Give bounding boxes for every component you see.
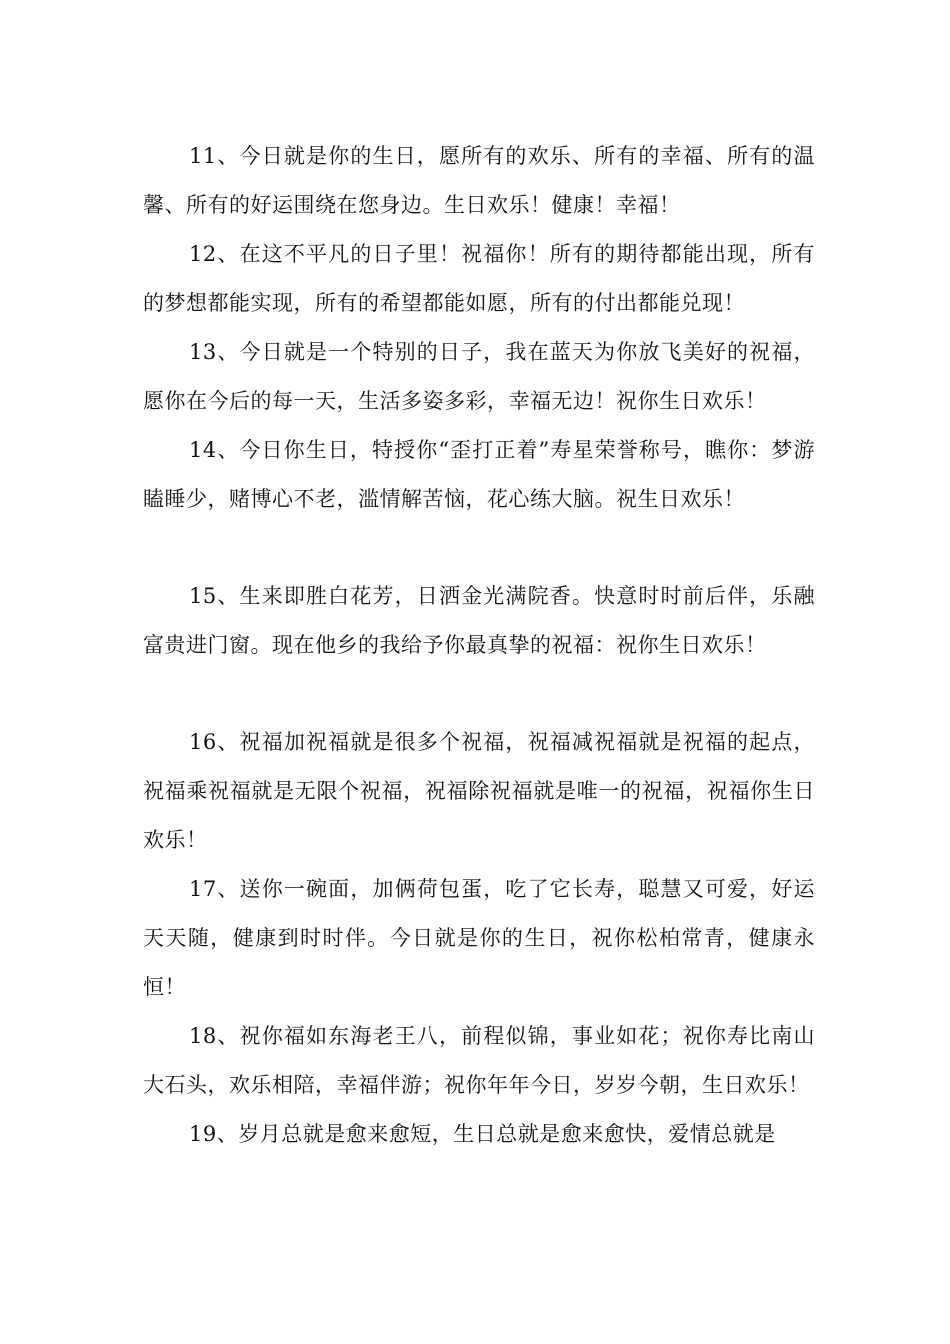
paragraph-12: 12、在这不平凡的日子里！祝福你！所有的期待都能出现，所有的梦想都能实现，所有的希望都能如愿，所有的付出都能兑现！ <box>143 242 815 315</box>
paragraph-19: 19、岁月总就是愈来愈短，生日总就是愈来愈快，爱情总就是 <box>189 1122 776 1146</box>
paragraph-11: 11、今日就是你的生日，愿所有的欢乐、所有的幸福、所有的温馨、所有的好运围绕在您身边。生日欢乐！健康！幸福！ <box>143 144 815 217</box>
paragraph-17: 17、送你一碗面，加俩荷包蛋，吃了它长寿，聪慧又可爱，好运天天随，健康到时时伴。今日就是你的生日，祝你松柏常青，健康永恒！ <box>143 877 815 999</box>
paragraph-16: 16、祝福加祝福就是很多个祝福，祝福减祝福就是祝福的起点，祝福乘祝福就是无限个祝福，祝福除祝福就是唯一的祝福，祝福你生日欢乐！ <box>143 730 815 852</box>
paragraph-15: 15、生来即胜白花芳，日洒金光满院香。快意时时前后伴，乐融富贵进门窗。现在他乡的我给予你最真挚的祝福：祝你生日欢乐！ <box>143 584 815 657</box>
paragraph-14: 14、今日你生日，特授你“歪打正着”寿星荣誉称号，瞧你：梦游瞌睡少，赌博心不老，滥情解苦恼，花心练大脑。祝生日欢乐！ <box>143 438 815 511</box>
document-body <box>143 132 815 1159</box>
paragraph-13: 13、今日就是一个特别的日子，我在蓝天为你放飞美好的祝福，愿你在今后的每一天，生活多姿多彩，幸福无边！祝你生日欢乐！ <box>143 340 815 413</box>
paragraph-18: 18、祝你福如东海老王八，前程似锦，事业如花；祝你寿比南山大石头，欢乐相陪，幸福伴游；祝你年年今日，岁岁今朝，生日欢乐！ <box>143 1024 815 1097</box>
